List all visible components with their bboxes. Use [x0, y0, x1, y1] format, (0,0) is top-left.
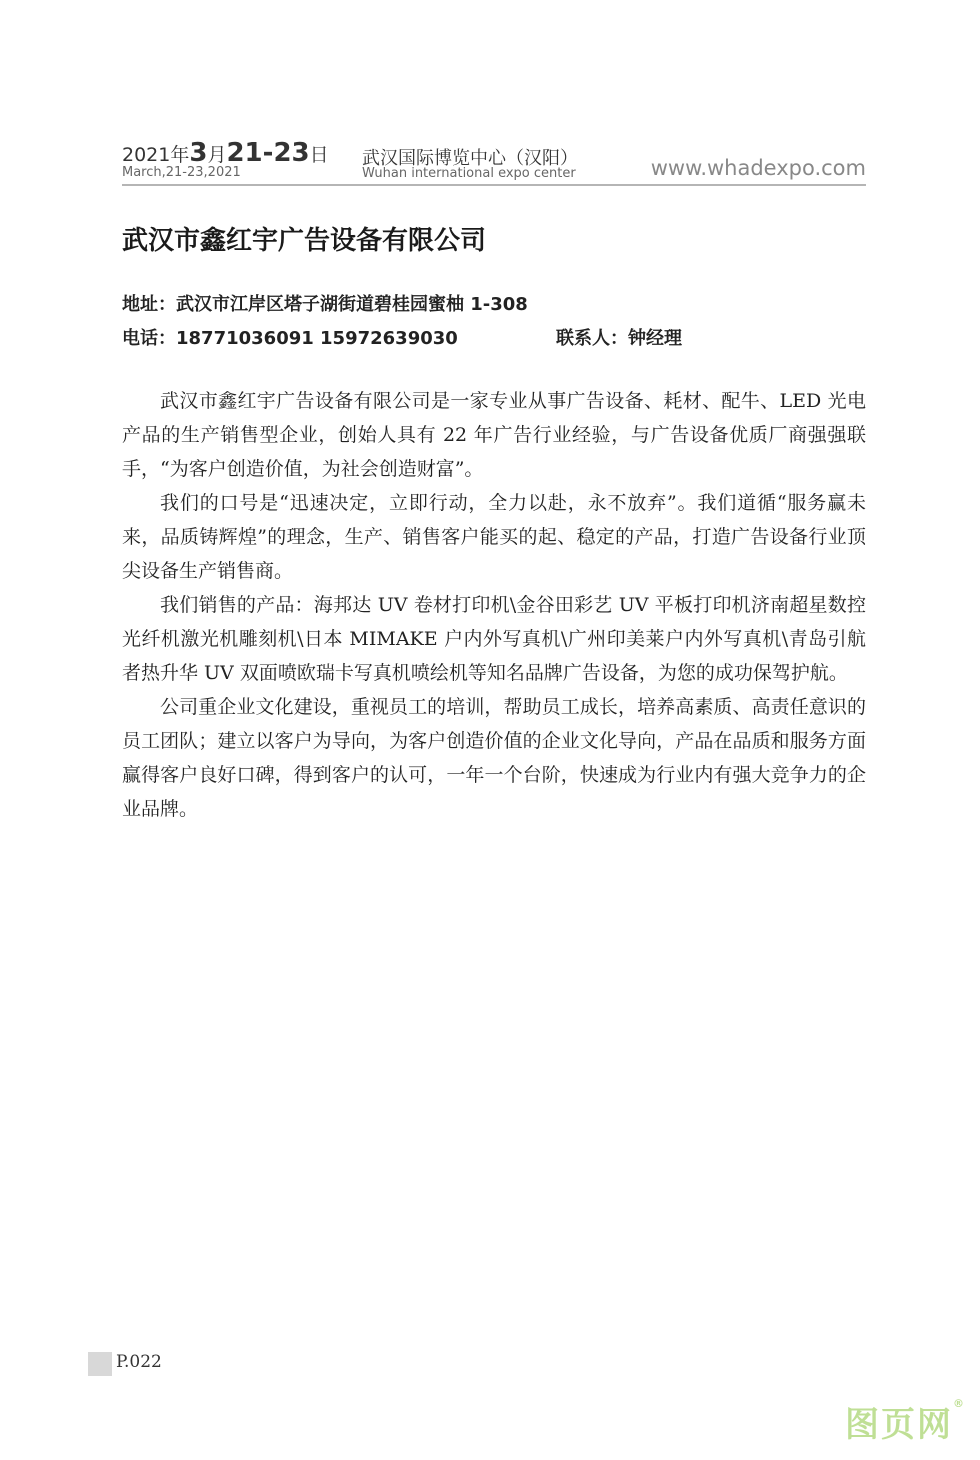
paragraph-culture: 公司重企业文化建设，重视员工的培训，帮助员工成长，培养高素质、高责任意识的员工团队；建立以客户为导向，为客户创造价值的企业文化导向，产品在品质和服务方面赢得客户良好口碑，得到客户的认可，一年一个台阶，快速成为行业内有强大竞争力的企业品牌。 — [122, 696, 866, 820]
event-venue: 武汉国际博览中心（汉阳） — [362, 148, 578, 169]
website-link[interactable]: www.whadexpo.com — [650, 156, 866, 180]
date-month: 3 — [189, 138, 208, 168]
header-divider — [122, 184, 866, 186]
watermark-text: 图页网 — [845, 1405, 953, 1445]
watermark-logo — [845, 1397, 966, 1446]
company-phone: 电话：18771036091 15972639030 — [122, 328, 458, 349]
page-number: P.022 — [116, 1352, 162, 1372]
company-contact: 联系人：钟经理 — [556, 328, 682, 349]
watermark-registered: ® — [953, 1397, 966, 1410]
date-year: 2021年 — [122, 144, 190, 166]
date-days: 21-23 — [226, 138, 310, 168]
date-month-char: 月 — [207, 144, 227, 166]
date-day-char: 日 — [309, 144, 329, 166]
event-venue-en: Wuhan international expo center — [362, 166, 576, 181]
page-marker-box — [88, 1352, 112, 1376]
paragraph-intro: 武汉市鑫红宇广告设备有限公司是一家专业从事广告设备、耗材、配牛、LED 光电产品的生产销售型企业，创始人具有 22 年广告行业经验，与广告设备优质厂商强强联手，“为客户创造价值，为社会创造财富”。 — [122, 390, 866, 480]
company-description — [122, 384, 866, 826]
event-date-en: March,21-23,2021 — [122, 165, 241, 180]
paragraph-slogan: 我们的口号是“迅速决定，立即行动，全力以赴，永不放弃”。我们道循“服务赢未来，品质铸辉煌”的理念，生产、销售客户能买的起、稳定的产品，打造广告设备行业顶尖设备生产销售商。 — [122, 492, 866, 582]
event-date — [122, 138, 329, 168]
paragraph-products: 我们销售的产品：海邦达 UV 卷材打印机\金谷田彩艺 UV 平板打印机济南超星数控光纤机激光机雕刻机\日本 MIMAKE 户内外写真机\广州印美莱户内外写真机\青岛引航者热升华 UV 双面喷欧瑞卡写真机喷绘机等知名品牌广告设备，为您的成功保驾护航。 — [122, 594, 866, 684]
company-name: 武汉市鑫红宇广告设备有限公司 — [122, 226, 487, 256]
page-header — [122, 138, 866, 186]
company-address: 地址：武汉市江岸区塔子湖街道碧桂园蜜柚 1-308 — [122, 294, 528, 315]
